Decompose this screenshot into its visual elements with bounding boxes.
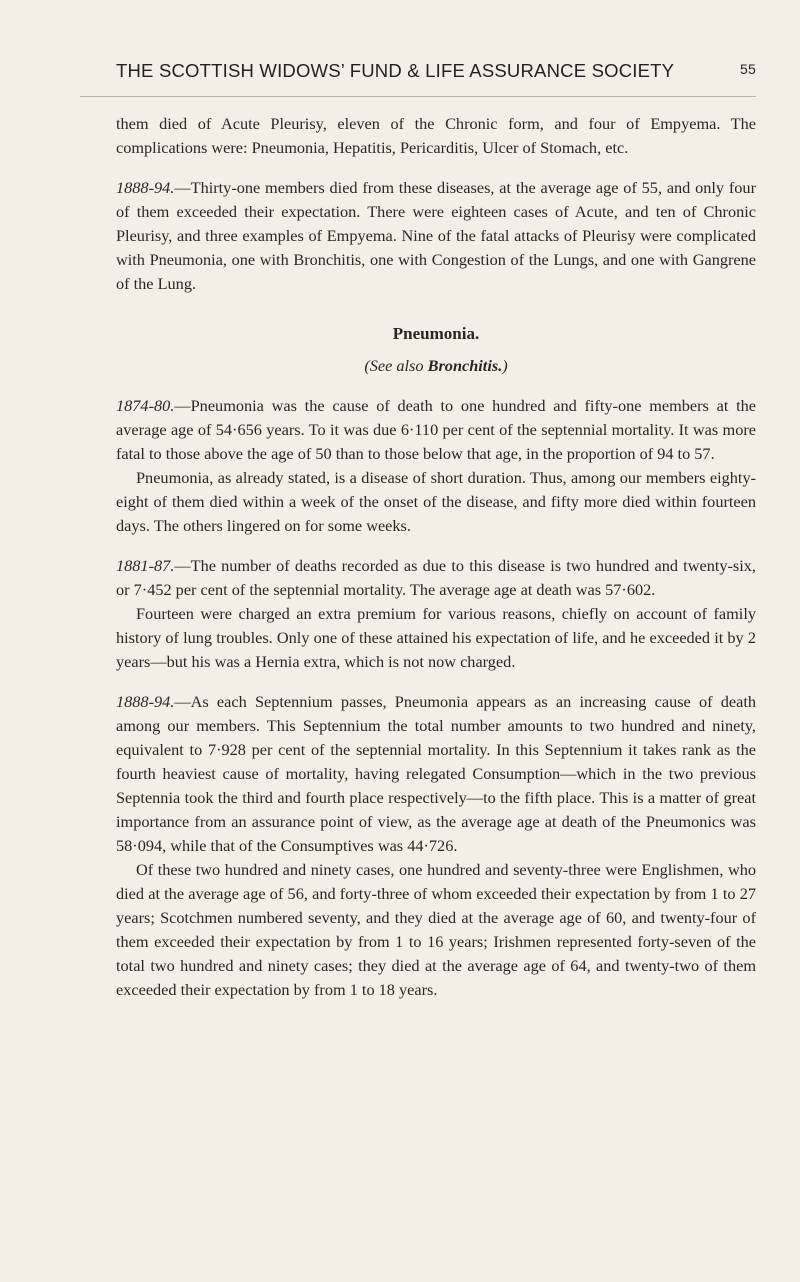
running-header [116,60,756,82]
period-label: 1888-94. [116,692,175,711]
paragraph [116,394,756,466]
header-title: THE SCOTTISH WIDOWS’ FUND & LIFE ASSURANCE SOCIETY [116,60,675,81]
paragraph [116,112,756,160]
see-also-note [116,354,756,378]
period-label: 1881-87. [116,556,175,575]
page-number: 55 [740,61,756,77]
paragraph-text: them died of Acute Pleurisy, eleven of the Chronic form, and four of Empyema. The complications were: Pneumonia, Hepatitis, Pericarditis, Ulcer of Stomach, etc. [116,114,756,157]
paragraph [116,466,756,538]
period-label: 1874-80. [116,396,175,415]
pleurisy-continuation [116,112,756,296]
paragraph [116,602,756,674]
paragraph-text: —Pneumonia was the cause of death to one hundred and fifty-one members at the average age of 54·656 years. To it was due 6·110 per cent of the septennial mortality. It was more fatal to those above the age of 50 than to those below that age, in the proportion of 94 to 57. [116,396,756,463]
section-heading: Pneumonia. [392,324,480,343]
paragraph [116,690,756,858]
paragraph-text: —The number of deaths recorded as due to this disease is two hundred and twenty-six, or 7·452 per cent of the septennial mortality. The average age at death was 57·602. [116,556,756,599]
paragraph [116,858,756,1002]
paragraph [116,554,756,602]
body-text [116,112,756,1002]
see-also-reference: Bronchitis. [427,356,503,375]
see-also-lead: (See also [364,356,428,375]
paragraph [116,176,756,296]
paragraph-text: —As each Septennium passes, Pneumonia appears as an increasing cause of death among our members. This Septennium the total number amounts to two hundred and ninety, equivalent to 7·928 per cent of the septennial mortality. In this Septennium it takes rank as the fourth heaviest cause of mortality, having relegated Consumption—which in the two previous Septennia took the third and fourth place respectively—to the fifth place. This is a matter of great importance from an assurance point of view, as the average age at death of the Pneumonics was 58·094, while that of the Consumptives was 44·726. [116,692,756,855]
paragraph-text: Fourteen were charged an extra premium for various reasons, chiefly on account of family history of lung troubles. Only one of these attained his expectation of life, and he exceeded it by 2 years—but his was a Hernia extra, which is not now charged. [116,604,756,671]
paragraph-text: Pneumonia, as already stated, is a disease of short duration. Thus, among our members eighty-eight of them died within a week of the onset of the disease, and fifty more died within fourteen days. The others lingered on for some weeks. [116,468,756,535]
pneumonia-section [116,394,756,1002]
see-also-close: ) [502,356,508,375]
period-label: 1888-94. [116,178,175,197]
paragraph-text: Of these two hundred and ninety cases, one hundred and seventy-three were Englishmen, who died at the average age of 56, and forty-three of whom exceeded their expectation by from 1 to 27 years; Scotchmen numbered seventy, and they died at the average age of 60, and twenty-four of them exceeded their expectation by from 1 to 16 years; Irishmen represented forty-seven of the total two hundred and ninety cases; they died at the average age of 64, and twenty-two of them exceeded their expectation by from 1 to 18 years. [116,860,756,999]
paragraph-text: —Thirty-one members died from these diseases, at the average age of 55, and only four of them exceeded their expectation. There were eighteen cases of Acute, and ten of Chronic Pleurisy, and three examples of Empyema. Nine of the fatal attacks of Pleurisy were complicated with Pneumonia, one with Bronchitis, one with Congestion of the Lungs, and one with Gangrene of the Lung. [116,178,756,293]
header-rule [80,96,756,97]
